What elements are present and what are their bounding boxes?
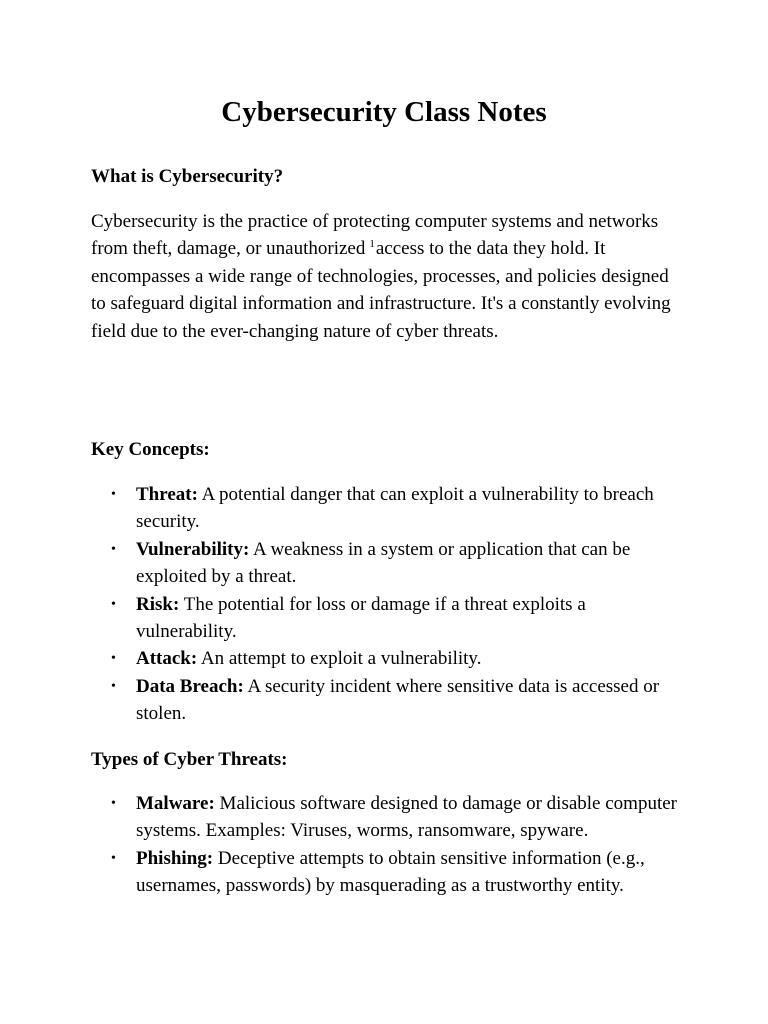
intro-text-part-2: access to the data they hold. It encompasses a wide range of technologies, processes, and policies designed to safeguard digital information and infrastructure. It's a constantly evolving field due to the ever-changing nature of cyber threats. [91, 238, 671, 342]
list-item [91, 536, 691, 591]
list-item-definition: An attempt to exploit a vulnerability. [200, 648, 482, 670]
list-item [91, 591, 691, 646]
bullet-icon: • [111, 850, 116, 866]
list-item-term: Data Breach: [136, 675, 244, 697]
bullet-icon: • [111, 678, 116, 694]
section-heading-what-is-cybersecurity: What is Cybersecurity? [91, 166, 284, 187]
bullet-icon: • [111, 541, 116, 557]
list-item-term: Vulnerability: [136, 538, 250, 560]
intro-text-part-1: Cybersecurity is the practice of protecting computer systems and networks from theft, damage, or unauthorized [91, 211, 659, 260]
page-title: Cybersecurity Class Notes [221, 96, 547, 128]
list-item-definition: The potential for loss or damage if a threat exploits a vulnerability. [136, 593, 586, 643]
list-item-definition: A security incident where sensitive data is accessed or stolen. [136, 675, 660, 725]
list-item-definition: Deceptive attempts to obtain sensitive information (e.g., usernames, passwords) by masquerading as a trustworthy entity. [136, 847, 645, 897]
list-item-term: Malware: [136, 793, 215, 814]
list-item-term: Risk: [136, 593, 180, 615]
list-item-term: Attack: [136, 648, 198, 670]
list-item-definition: A weakness in a system or application that can be exploited by a threat. [136, 538, 631, 588]
list-item [91, 673, 691, 728]
list-item [91, 790, 691, 845]
list-item-term: Threat: [136, 484, 198, 505]
list-item-definition: Malicious software designed to damage or disable computer systems. Examples: Viruses, worms, ransomware, spyware. [136, 793, 677, 842]
threat-types-list [91, 790, 691, 900]
section-heading-key-concepts: Key Concepts: [91, 439, 210, 460]
list-item [91, 481, 691, 536]
list-item [91, 845, 691, 900]
key-concepts-list [91, 481, 691, 728]
intro-paragraph [91, 208, 681, 345]
list-item-definition: A potential danger that can exploit a vulnerability to breach security. [136, 484, 654, 533]
section-heading-types-of-cyber-threats: Types of Cyber Threats: [91, 749, 288, 770]
bullet-icon: • [111, 796, 116, 811]
list-item [91, 645, 691, 672]
bullet-icon: • [111, 651, 116, 667]
bullet-icon: • [111, 487, 116, 502]
footnote-marker: 1 [369, 238, 375, 251]
bullet-icon: • [111, 596, 116, 612]
list-item-term: Phishing: [136, 847, 214, 869]
